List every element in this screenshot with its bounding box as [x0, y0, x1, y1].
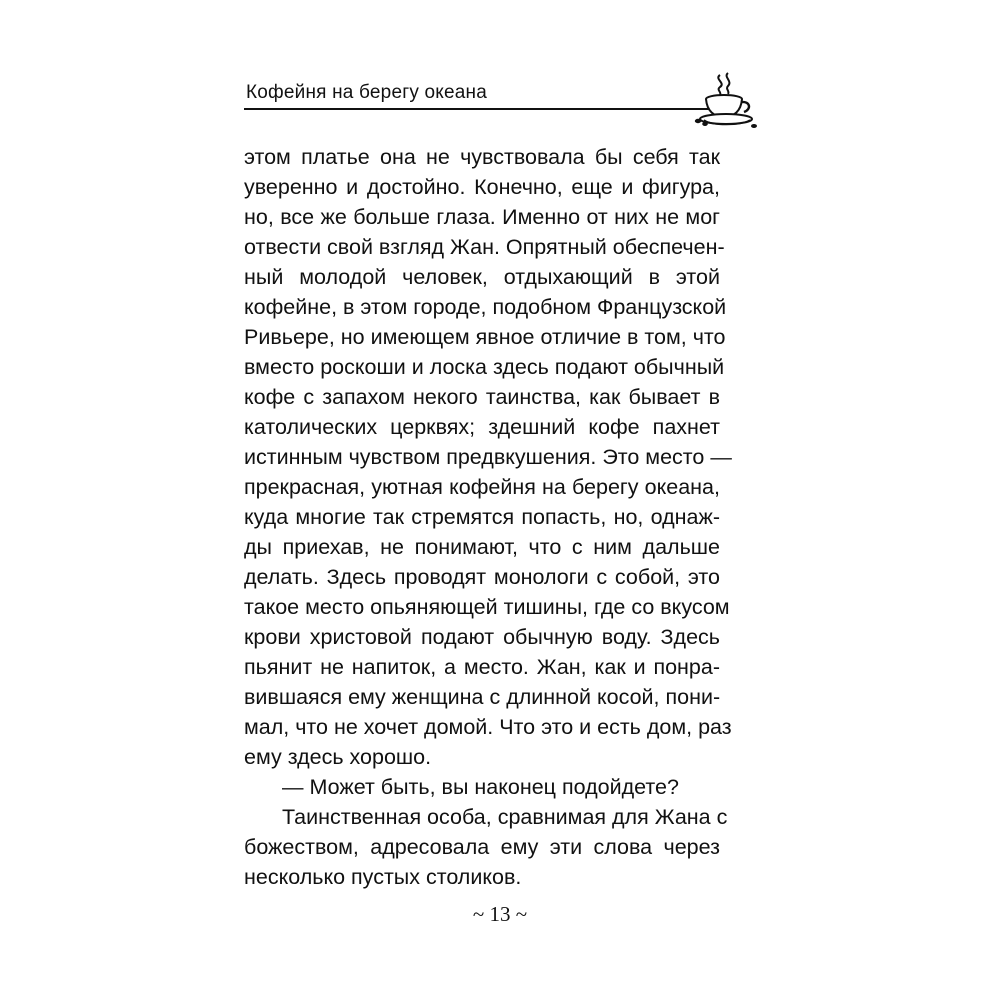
text-line: этом платье она не чувствовала бы себя так	[244, 145, 720, 169]
text-line: мал, что не хочет домой. Что это и есть дом, раз	[244, 715, 732, 739]
text-line: вместо роскоши и лоска здесь подают обычный	[244, 355, 725, 379]
running-header-title: Кофейня на берегу океана	[246, 82, 488, 103]
header-rule	[244, 108, 710, 110]
text-line: отвести свой взгляд Жан. Опрятный обеспечен-	[244, 235, 725, 259]
text-line: прекрасная, уютная кофейня на берегу океана,	[244, 475, 720, 499]
body-text	[244, 142, 732, 892]
text-line: божеством, адресовала ему эти слова через	[244, 835, 720, 859]
text-line: несколько пустых столиков.	[244, 865, 522, 889]
text-line: кофейне, в этом городе, подобном Французской	[244, 295, 727, 319]
text-line: вившаяся ему женщина с длинной косой, пони-	[244, 685, 721, 709]
running-header	[244, 79, 764, 129]
text-line: крови христовой подают обычную воду. Здесь	[244, 625, 720, 649]
page-number: ~ 13 ~	[472, 902, 528, 926]
text-line: пьянит не напиток, а место. Жан, как и понра-	[244, 655, 720, 679]
text-line: Ривьере, но имеющем явное отличие в том, что	[244, 325, 726, 349]
text-line: но, все же больше глаза. Именно от них не мог	[244, 205, 720, 229]
text-line: ему здесь хорошо.	[244, 745, 432, 769]
text-line: кофе с запахом некого таинства, как бывает в	[244, 385, 720, 409]
dialogue-line: — Может быть, вы наконец подойдете?	[282, 775, 679, 799]
text-line: ды приехав, не понимают, что с ним дальше	[244, 535, 720, 559]
text-line: Таинственная особа, сравнимая для Жана с	[282, 805, 728, 829]
text-line: делать. Здесь проводят монологи с собой, это	[244, 565, 720, 589]
text-line: такое место опьяняющей тишины, где со вкусом	[244, 595, 730, 619]
text-line: куда многие так стремятся попасть, но, однаж-	[244, 505, 720, 529]
text-line: уверенно и достойно. Конечно, еще и фигура,	[244, 175, 720, 199]
text-line: католических церквях; здешний кофе пахнет	[244, 415, 720, 439]
coffee-cup-icon	[692, 71, 764, 131]
text-line: истинным чувством предвкушения. Это место —	[244, 445, 732, 469]
text-line: ный молодой человек, отдыхающий в этой	[244, 265, 720, 289]
